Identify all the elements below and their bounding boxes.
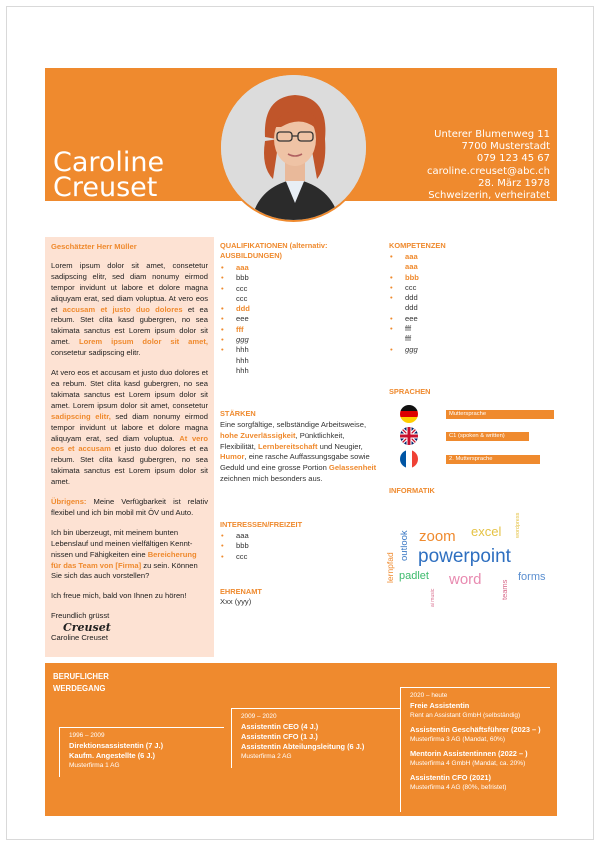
word-excel: excel xyxy=(471,524,502,539)
letter-closing: Freundlich grüsst xyxy=(51,611,110,621)
company: Musterfirma 3 AG (Mandat, 60%) xyxy=(410,736,506,743)
letter-paragraph: Ich freue mich, bald von Ihnen zu hören! xyxy=(51,591,187,601)
letter-signer: Caroline Creuset xyxy=(51,633,108,643)
uk-flag-icon xyxy=(400,427,418,445)
list-item: • eee xyxy=(389,314,419,324)
role: Kaufm. Angestellte (6 J.) xyxy=(69,751,155,760)
letter-paragraph: Lorem ipsum dolor sit amet, consetetur sadipscing elitr, sed diam nonumy eirmod tempor invidunt ut labore et dolore magna aliquyam erat, sed diam voluptua. At vero eos et accusam et justo duo dolores et ea rebum. Stet clita kasd gubergren, no sea takimata sanctus est Lorem ipsum dolor sit amet. Lorem ipsum dolor sit amet, consetetur sadipscing elitr. xyxy=(51,260,208,358)
letter-paragraph: Ich bin überzeugt, mit meinem bunten Lebenslauf und meinen vielfältigen Kennt-nissen und Fähigkeiten eine Bereicherung für das Team von [Firma] zu sein. Können Sie sich das auch vorstellen? xyxy=(51,527,198,581)
career-section xyxy=(45,663,557,816)
language-row xyxy=(400,450,560,468)
address-street: Unterer Blumenweg 11 xyxy=(434,129,550,140)
word-lernpfad: lernpfad xyxy=(385,552,395,583)
volunteer-text: Xxx (yyy) xyxy=(220,597,252,606)
role: Freie Assistentin xyxy=(410,701,470,710)
timeline-period-3 xyxy=(400,687,550,812)
word-teams: teams xyxy=(500,579,509,600)
language-row xyxy=(400,427,560,445)
company: Musterfirma 1 AG xyxy=(69,762,120,769)
list-item: • ddd xyxy=(389,293,419,303)
list-item: ccc xyxy=(236,293,248,303)
list-item: hhh xyxy=(236,365,249,375)
role: Assistentin CEO (4 J.) xyxy=(241,722,319,731)
company: Musterfirma 2 AG xyxy=(241,753,292,760)
career-title: BERUFLICHER WERDEGANG xyxy=(53,672,109,693)
full-name xyxy=(53,147,165,203)
list-item: • aaa xyxy=(220,531,249,541)
list-item: • fff xyxy=(389,324,419,334)
birthdate: 28. März 1978 xyxy=(478,177,550,189)
list-item: fff xyxy=(405,334,412,344)
period-years: 2009 – 2020 xyxy=(241,713,277,720)
word-ai-music: ai music xyxy=(430,588,436,607)
list-item: • aaa xyxy=(389,252,419,262)
address-city: 7700 Musterstadt xyxy=(461,141,550,153)
role: Assistentin Geschäftsführer (2023 – ) xyxy=(410,725,541,734)
timeline-period-1 xyxy=(59,727,224,777)
language-level-bar: C1 (spoken & written) xyxy=(446,432,529,441)
list-item: • fff xyxy=(220,325,250,335)
email[interactable]: caroline.creuset@abc.ch xyxy=(426,165,550,177)
germany-flag-icon xyxy=(400,405,418,423)
list-item: • ccc xyxy=(220,284,250,294)
word-forms: forms xyxy=(518,571,546,583)
period-years: 1996 – 2009 xyxy=(69,732,105,739)
first-name: Caroline xyxy=(53,147,165,178)
qualifications-title: QUALIFIKATIONEN (alternativ: AUSBILDUNGEN) xyxy=(220,241,328,260)
personal-status: Schweizerin, verheiratet xyxy=(428,190,550,202)
role: Assistentin CFO (1 J.) xyxy=(241,732,318,741)
portrait-photo xyxy=(219,73,368,222)
word-word: word xyxy=(449,571,482,588)
language-row xyxy=(400,405,560,423)
last-name: Creuset xyxy=(53,172,158,203)
france-flag-icon xyxy=(400,450,418,468)
signature: Creuset xyxy=(63,621,111,635)
interests-list xyxy=(220,531,249,562)
list-item: hhh xyxy=(236,355,249,365)
qualifications-list xyxy=(220,263,250,376)
portrait-illustration xyxy=(221,75,368,222)
cover-letter xyxy=(45,237,214,657)
role: Assistentin CFO (2021) xyxy=(410,773,491,782)
word-zoom: zoom xyxy=(419,528,456,545)
list-item: • ddd xyxy=(220,304,250,314)
role: Mentorin Assistentinnen (2022 – ) xyxy=(410,749,528,758)
language-level-bar: 2. Muttersprache xyxy=(446,455,540,464)
competencies-title: KOMPETENZEN xyxy=(389,241,446,250)
word-outlook: outlook xyxy=(399,530,410,561)
list-item: • aaa xyxy=(220,263,250,273)
it-word-cloud xyxy=(382,505,562,615)
word-padlet: padlet xyxy=(399,570,429,582)
list-item: • ccc xyxy=(389,283,419,293)
strengths-text: Eine sorgfältige, selbständige Arbeitsweise, hohe Zuverlässigkeit, Pünktlichkeit, Flexibilität, Lernbereitschaft und Neugier, Humor, eine rasche Auffassungsgabe sowie Geduld und eine grosse Portion Gelassenheit zeichnen mich besonders aus. xyxy=(220,420,377,483)
letter-paragraph: At vero eos et accusam et justo duo dolores et ea rebum. Stet clita kasd gubergren, no sea takimata sanctus est Lorem ipsum dolor sit amet. Lorem ipsum dolor sit amet, consetetur sadipscing elitr, sed diam nonumy eirmod tempor invidunt ut labore et dolore magna aliquyam erat, sed diam voluptua. At vero eos et accusam et justo duo dolores et ea rebum. Stet clita kasd gubergren, no sea takimata sanctus est Lorem ipsum dolor sit amet. xyxy=(51,368,208,487)
list-item: • bbb xyxy=(389,273,419,283)
list-item: • eee xyxy=(220,314,250,324)
list-item: • ggg xyxy=(220,335,250,345)
list-item: • bbb xyxy=(220,541,249,551)
interests-title: INTERESSEN/FREIZEIT xyxy=(220,520,303,529)
languages-title: SPRACHEN xyxy=(389,387,431,396)
list-item: aaa xyxy=(405,262,418,272)
word-wordpress: wordpress xyxy=(515,512,521,538)
competencies-list xyxy=(389,252,419,355)
period-years: 2020 – heute xyxy=(410,692,448,699)
role: Assistentin Abteilungsleitung (6 J.) xyxy=(241,742,365,751)
company: Rent an Assistant GmbH (selbständig) xyxy=(410,712,521,719)
strengths-title: STÄRKEN xyxy=(220,409,256,418)
contact-info xyxy=(427,129,550,202)
word-powerpoint: powerpoint xyxy=(418,546,511,567)
list-item: • hhh xyxy=(220,345,250,355)
list-item: • ccc xyxy=(220,552,249,562)
letter-salutation: Geschätzter Herr Müller xyxy=(51,242,137,251)
volunteer-title: EHRENAMT xyxy=(220,587,262,596)
phone: 079 123 45 67 xyxy=(476,153,550,165)
list-item: • ggg xyxy=(389,345,419,355)
company: Musterfirma 4 GmbH (Mandat, ca. 20%) xyxy=(410,760,526,767)
letter-paragraph: Übrigens: Meine Verfügbarkeit ist relativ flexibel und ich bin mobil mit ÖV und Auto. xyxy=(51,497,208,517)
list-item: • bbb xyxy=(220,273,250,283)
language-level-bar: Muttersprache xyxy=(446,410,554,419)
it-title: INFORMATIK xyxy=(389,486,435,495)
timeline-period-2 xyxy=(231,708,401,768)
list-item: ddd xyxy=(405,303,418,313)
company: Musterfirma 4 AG (80%, befristet) xyxy=(410,784,507,791)
role: Direktionsassistentin (7 J.) xyxy=(69,741,164,750)
